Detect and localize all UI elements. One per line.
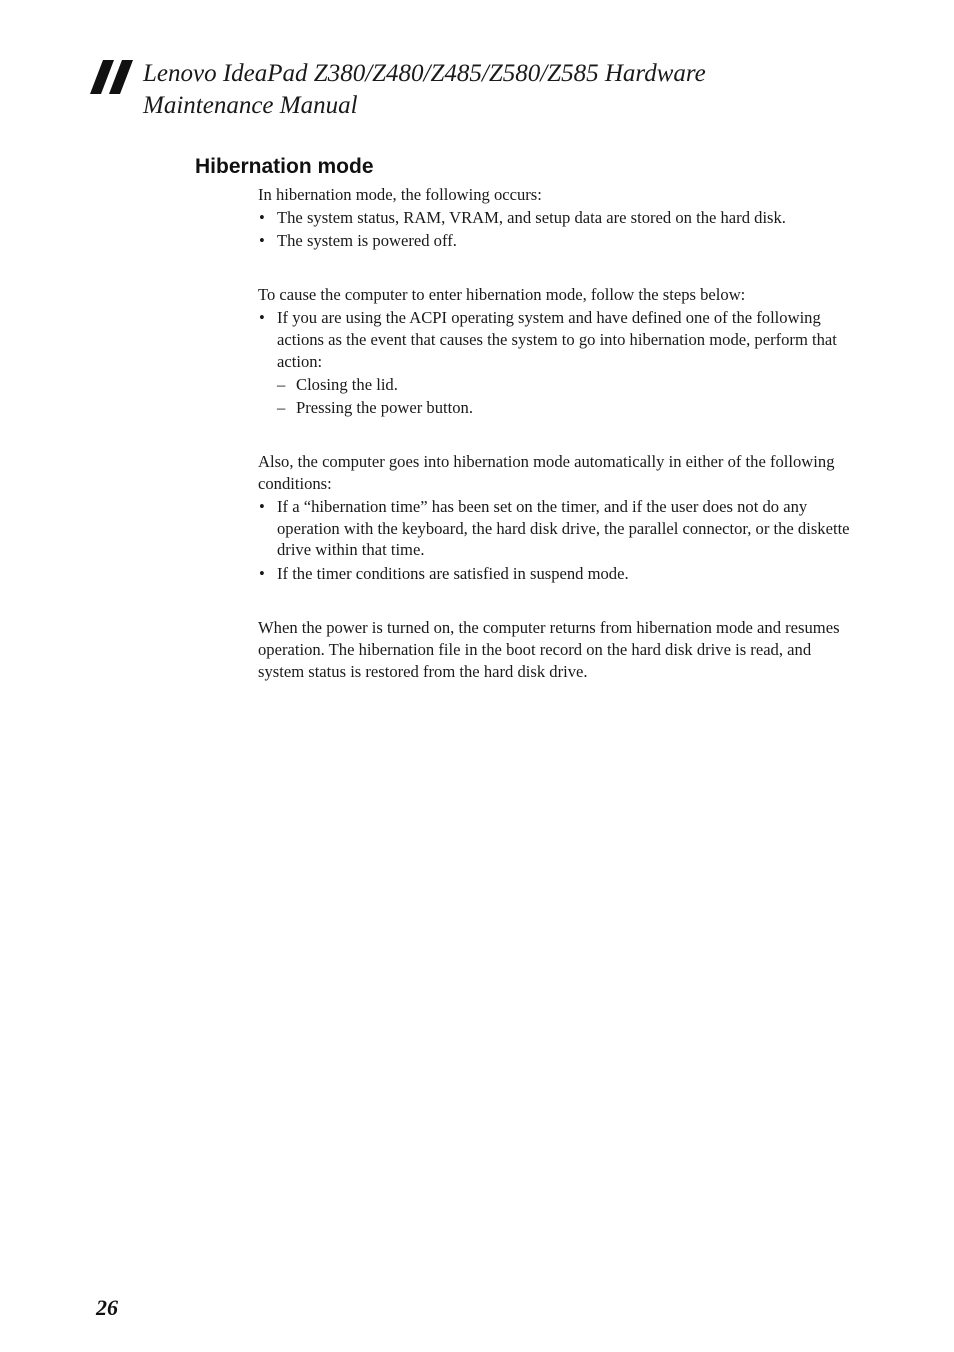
list-item-text: If you are using the ACPI operating system and have defined one of the following actions as the event that causes the system to go into hibernation mode, perform that action: bbox=[277, 308, 837, 371]
hibernation-intro: In hibernation mode, the following occurs: bbox=[258, 185, 542, 204]
list-item-text: If a “hibernation time” has been set on the timer, and if the user does not do any operation with the keyboard, the hard disk drive, the parallel connector, or the diskette drive within that time. bbox=[277, 496, 850, 560]
dash-marker: – bbox=[277, 374, 286, 394]
page-number: 26 bbox=[96, 1295, 118, 1320]
list-item bbox=[258, 563, 858, 585]
manual-title bbox=[143, 58, 843, 122]
section-body bbox=[258, 184, 858, 682]
bullet-marker: • bbox=[259, 308, 265, 328]
sublist-item bbox=[277, 374, 858, 396]
bullet-marker: • bbox=[259, 207, 265, 227]
hibernation-effects-list bbox=[258, 207, 858, 252]
bullet-marker: • bbox=[259, 496, 265, 516]
spacer bbox=[258, 253, 858, 284]
bullet-marker: • bbox=[259, 231, 265, 251]
sublist-item-text: Closing the lid. bbox=[296, 374, 398, 394]
steps-intro: To cause the computer to enter hibernation mode, follow the steps below: bbox=[258, 285, 746, 305]
manual-title-line-2: Maintenance Manual bbox=[143, 92, 358, 119]
double-slash-icon bbox=[90, 60, 136, 94]
dash-marker: – bbox=[277, 397, 286, 417]
steps-list bbox=[258, 307, 858, 418]
spacer bbox=[258, 586, 858, 617]
spacer bbox=[258, 420, 858, 451]
auto-conditions-list bbox=[258, 496, 858, 585]
auto-hibernation-intro: Also, the computer goes into hibernation mode automatically in either of the following conditions: bbox=[258, 452, 835, 493]
manual-title-line-1: Lenovo IdeaPad Z380/Z480/Z485/Z580/Z585 Hardware bbox=[143, 60, 706, 87]
list-item-text: The system is powered off. bbox=[277, 231, 457, 251]
list-item bbox=[258, 307, 858, 418]
steps-sublist bbox=[277, 374, 858, 419]
list-item-text: The system status, RAM, VRAM, and setup data are stored on the hard disk. bbox=[277, 207, 786, 227]
list-item bbox=[258, 207, 858, 229]
list-item bbox=[258, 230, 858, 252]
list-item-text: If the timer conditions are satisfied in suspend mode. bbox=[277, 563, 629, 583]
sublist-item-text: Pressing the power button. bbox=[296, 397, 473, 417]
section-heading: Hibernation mode bbox=[195, 155, 374, 178]
bullet-marker: • bbox=[259, 563, 265, 583]
resume-paragraph: When the power is turned on, the computer returns from hibernation mode and resumes operation. The hibernation file in the boot record on the hard disk drive is read, and system status is restored from the hard disk drive. bbox=[258, 617, 840, 681]
sublist-item bbox=[277, 397, 858, 419]
list-item bbox=[258, 496, 858, 561]
